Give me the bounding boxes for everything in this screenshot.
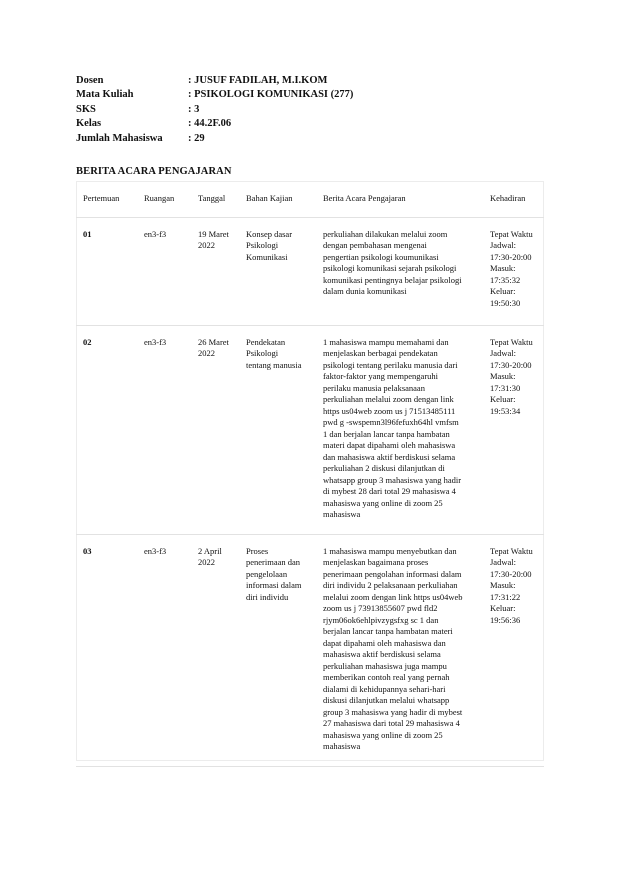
info-value: : 29	[188, 132, 205, 144]
kehadiran-line: Masuk:	[490, 580, 516, 590]
berita-line: dalam dunia komunikasi	[323, 286, 407, 296]
info-row-jumlah	[76, 132, 353, 146]
info-label: Kelas	[76, 118, 102, 130]
table-row	[76, 325, 544, 534]
berita-line: melalui zoom dengan link https us04web	[323, 591, 463, 602]
berita-line: diri individu 2 pelaksanaan perkuliahan	[323, 580, 458, 590]
cell-berita-acara	[316, 217, 483, 325]
berita-line: https us04web zoom us j 71513485111	[323, 405, 456, 416]
cell-pertemuan: 03	[76, 534, 137, 766]
kehadiran-line: 19:56:36	[490, 614, 521, 625]
info-label: Jumlah Mahasiswa	[76, 132, 163, 144]
bahan-line: diri individu	[246, 591, 289, 602]
bahan-line: tentang manusia	[246, 359, 302, 370]
table-row	[76, 217, 544, 325]
kehadiran-line: 19:53:34	[490, 405, 521, 416]
header-berita-acara: Berita Acara Pengajaran	[316, 181, 483, 217]
berita-line: dialami di kehidupannya sehari-hari	[323, 683, 446, 694]
table-header-row	[76, 181, 544, 217]
berita-line: mahasiswa yang online di zoom 25	[323, 497, 443, 508]
bahan-line: Psikologi	[246, 348, 279, 358]
table-row	[76, 534, 544, 766]
tanggal-line: 19 Maret	[198, 228, 229, 239]
berita-line: rjym06ok6ehlpivzygsfxg sc 1 dan	[323, 614, 439, 625]
berita-line: penerimaan pengolahan informasi dalam	[323, 568, 462, 579]
tanggal-line: 2022	[198, 240, 215, 250]
berita-line: psikologi komunikasi sejarah psikologi	[323, 263, 457, 273]
cell-bahan-kajian	[239, 534, 316, 766]
info-label: SKS	[76, 103, 96, 115]
cell-kehadiran	[483, 534, 544, 766]
cell-bahan-kajian	[239, 217, 316, 325]
kehadiran-line: 17:30-20:00	[490, 568, 532, 579]
cell-pertemuan: 01	[76, 217, 137, 325]
berita-line: perilaku manusia pelaksanaan	[323, 382, 425, 393]
info-row-dosen	[76, 74, 353, 88]
kehadiran-line: Keluar:	[490, 394, 516, 404]
cell-tanggal	[191, 217, 239, 325]
kehadiran-line: Tepat Waktu	[490, 336, 533, 347]
berita-line: 27 mahasiswa dari total 29 mahasiswa 4	[323, 718, 460, 728]
cell-kehadiran	[483, 325, 544, 534]
bahan-line: Psikologi	[246, 240, 279, 250]
bahan-line: Konsep dasar	[246, 228, 293, 239]
berita-line: 1 dan berjalan lancar tanpa hambatan	[323, 428, 450, 439]
header-kehadiran: Kehadiran	[483, 181, 544, 217]
berita-line: mahasiswa yang online di zoom 25	[323, 729, 443, 740]
bahan-line: Proses	[246, 545, 269, 556]
berita-line: pengertian psikologi koumunikasi	[323, 251, 439, 262]
kehadiran-line: Keluar:	[490, 286, 516, 296]
kehadiran-line: 19:50:30	[490, 297, 521, 308]
kehadiran-line: 17:30-20:00	[490, 359, 532, 370]
kehadiran-line: Jadwal:	[490, 240, 516, 250]
berita-line: perkuliahan mahasiswa juga mampu	[323, 660, 447, 671]
bahan-line: Komunikasi	[246, 251, 288, 262]
bahan-line: pengelolaan	[246, 568, 288, 579]
cell-tanggal	[191, 325, 239, 534]
header-pertemuan: Pertemuan	[76, 181, 137, 217]
berita-line: group 3 mahasiswa yang hadir di mybest	[323, 706, 463, 717]
kehadiran-line: Keluar:	[490, 603, 516, 613]
kehadiran-line: Masuk:	[490, 371, 516, 381]
kehadiran-line: 17:30-20:00	[490, 251, 532, 262]
tanggal-line: 2022	[198, 348, 215, 358]
cell-berita-acara	[316, 325, 483, 534]
bahan-line: informasi dalam	[246, 580, 302, 590]
course-info	[76, 74, 353, 146]
cell-bahan-kajian	[239, 325, 316, 534]
cell-tanggal	[191, 534, 239, 766]
info-label: Mata Kuliah	[76, 89, 134, 101]
cell-ruangan: en3-f3	[137, 534, 191, 766]
info-row-mata-kuliah	[76, 88, 353, 102]
header-bahan-kajian: Bahan Kajian	[239, 181, 316, 217]
berita-line: 1 mahasiswa mampu memahami dan	[323, 336, 449, 347]
info-value: : JUSUF FADILAH, M.I.KOM	[188, 75, 328, 86]
kehadiran-line: Jadwal:	[490, 557, 516, 567]
berita-line: perkuliahan 2 diskusi dilanjutkan di	[323, 463, 445, 473]
cell-kehadiran	[483, 217, 544, 325]
berita-line: mahasiswa	[323, 509, 361, 519]
berita-line: mahasiswa	[323, 741, 361, 751]
berita-line: perkuliahan dilakukan melalui zoom	[323, 228, 448, 239]
section-title: BERITA ACARA PENGAJARAN	[76, 166, 232, 177]
berita-line: 1 mahasiswa mampu menyebutkan dan	[323, 545, 457, 556]
berita-line: faktor-faktor yang mempengaruhi	[323, 371, 439, 381]
berita-line: whatsapp group 3 mahasiswa yang hadir	[323, 474, 462, 485]
kehadiran-line: Tepat Waktu	[490, 545, 533, 556]
berita-line: komunikasi pentingnya belajar psikologi	[323, 274, 462, 285]
berita-line: memberikan contoh real yang pernah	[323, 672, 450, 682]
berita-line: dengan pembahasan mengenai	[323, 240, 427, 250]
berita-line: perkuliahan melalui zoom dengan link	[323, 394, 454, 404]
berita-line: berjalan lancar tanpa hambatan materi	[323, 626, 453, 636]
kehadiran-line: Jadwal:	[490, 348, 516, 358]
tanggal-line: 2 April	[198, 545, 222, 556]
kehadiran-line: Tepat Waktu	[490, 228, 533, 239]
info-row-kelas	[76, 117, 353, 131]
info-row-sks	[76, 103, 353, 117]
header-tanggal: Tanggal	[191, 181, 239, 217]
berita-line: menjelaskan berbagai pendekatan	[323, 348, 438, 358]
cell-ruangan: en3-f3	[137, 325, 191, 534]
info-value: : PSIKOLOGI KOMUNIKASI (277)	[188, 89, 354, 101]
kehadiran-line: 17:31:30	[490, 382, 521, 393]
info-label: Dosen	[76, 75, 104, 86]
berita-line: dapat dipahami oleh mahasiswa dan	[323, 637, 446, 648]
header-ruangan: Ruangan	[137, 181, 191, 217]
info-value: : 44.2F.06	[188, 118, 232, 130]
kehadiran-line: Masuk:	[490, 263, 516, 273]
tanggal-line: 26 Maret	[198, 336, 229, 347]
cell-ruangan: en3-f3	[137, 217, 191, 325]
bahan-line: penerimaan dan	[246, 557, 301, 567]
tanggal-line: 2022	[198, 557, 215, 567]
berita-line: diskusi dilanjutkan melalui whatsapp	[323, 695, 450, 705]
cell-berita-acara	[316, 534, 483, 766]
berita-line: dan mahasiswa aktif berdiskusi selama	[323, 451, 456, 462]
info-value: : 3	[188, 103, 200, 115]
teaching-report-table	[76, 181, 544, 767]
berita-line: pwd g -swspemn3l96fefuxh64hl vmfsm	[323, 417, 459, 427]
berita-line: di mybest 28 dari total 29 mahasiswa 4	[323, 486, 456, 496]
berita-line: zoom us j 73913855607 pwd fld2	[323, 603, 438, 613]
kehadiran-line: 17:35:32	[490, 274, 521, 285]
bahan-line: Pendekatan	[246, 336, 286, 347]
berita-line: psikologi tentang perilaku manusia dari	[323, 359, 458, 370]
kehadiran-line: 17:31:22	[490, 591, 521, 602]
berita-line: materi dapat dipahami oleh mahasiswa	[323, 440, 456, 450]
berita-line: mahasiswa aktif berdiskusi selama	[323, 649, 441, 659]
berita-line: menjelaskan bagaimana proses	[323, 557, 429, 567]
cell-pertemuan: 02	[76, 325, 137, 534]
